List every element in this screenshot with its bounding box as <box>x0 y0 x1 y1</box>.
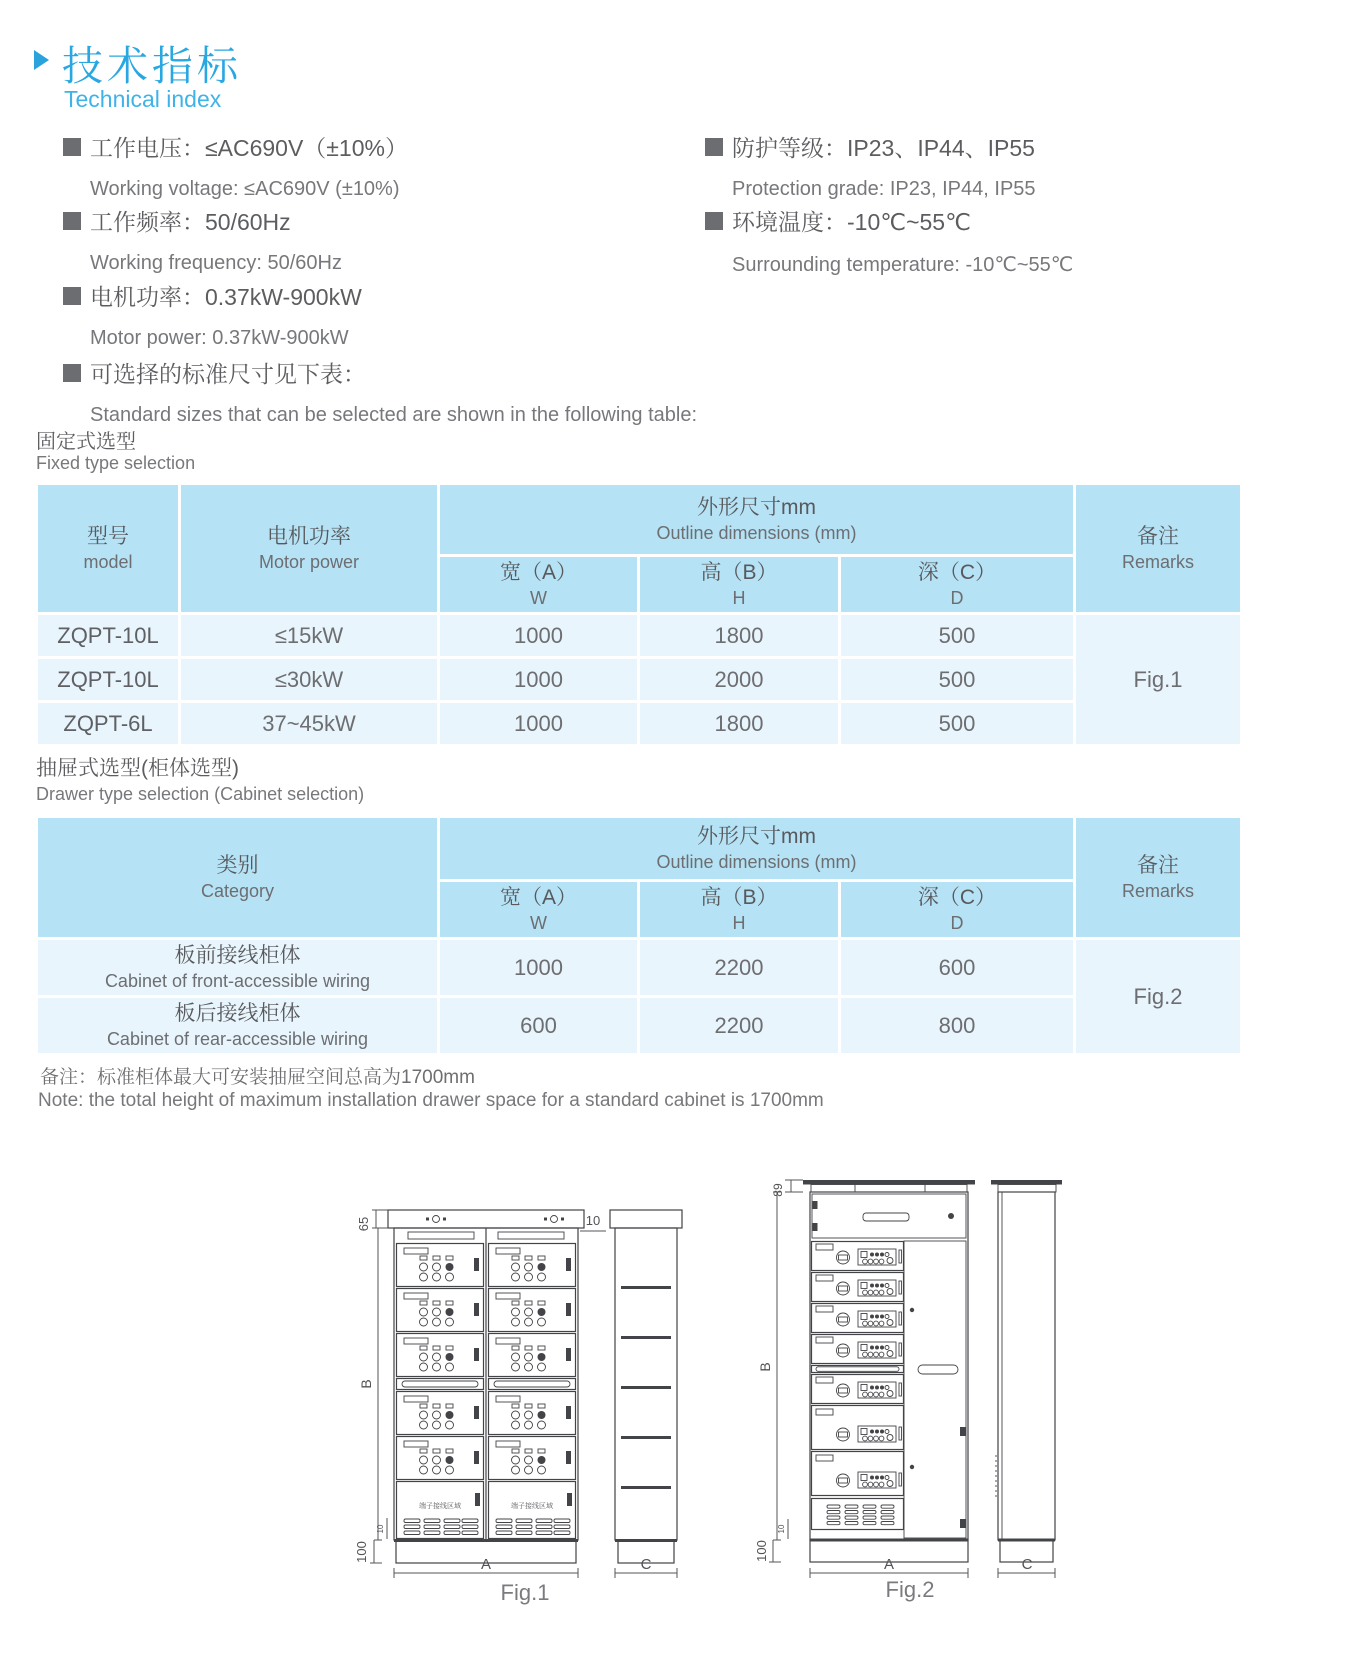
table1-title-en: Fixed type selection <box>36 453 196 473</box>
fig1-dimensions <box>354 1210 677 1578</box>
height-cell: 1800 <box>639 702 840 746</box>
square-bullet-icon <box>63 287 81 305</box>
col-header-outline-dims: 外形尺寸mm Outline dimensions (mm) <box>439 484 1075 556</box>
table-row <box>37 614 1242 658</box>
figure-2-drawing <box>715 1095 1065 1610</box>
fig1-caption: Fig.1 <box>500 1580 550 1605</box>
square-bullet-icon <box>705 212 723 230</box>
power-cell: 37~45kW <box>180 702 439 746</box>
fig1-dim-top-label: 10 <box>585 1213 601 1228</box>
fig2-front-view <box>803 1180 975 1562</box>
fig1-dim-width-label: A <box>480 1556 492 1573</box>
spec-protection-cn: 防护等级：IP23、IP44、IP55 <box>732 135 1035 161</box>
remarks-cell: Fig.1 <box>1075 614 1242 746</box>
fig1-dim-base-label: 100 <box>354 1541 369 1563</box>
width-cell: 1000 <box>439 939 639 997</box>
depth-cell: 800 <box>840 997 1075 1055</box>
model-cell: ZQPT-10L <box>37 614 180 658</box>
table-row <box>37 658 1242 702</box>
col-header-category: 类别 Category <box>37 817 439 939</box>
depth-cell: 500 <box>840 702 1075 746</box>
spec-temperature-cn: 环境温度：-10℃~55℃ <box>732 209 971 235</box>
depth-cell: 500 <box>840 614 1075 658</box>
spec-power-cn: 电机功率：0.37kW-900kW <box>90 284 362 310</box>
spec-voltage-cn: 工作电压：≤AC690V（±10%） <box>90 135 408 161</box>
fig1-side-view <box>610 1210 682 1563</box>
square-bullet-icon <box>63 364 81 382</box>
width-cell: 600 <box>439 997 639 1055</box>
col-header-motor-power: 电机功率 Motor power <box>180 484 439 614</box>
fig2-dim-width-label: A <box>883 1556 895 1573</box>
table-row <box>37 997 1242 1055</box>
table2-title-cn: 抽屉式选型(柜体选型) <box>36 757 239 780</box>
fig2-dimensions <box>754 1180 1055 1578</box>
col-header-depth: 深（C） D <box>840 556 1075 614</box>
model-cell: ZQPT-10L <box>37 658 180 702</box>
col-header-remarks: 备注 Remarks <box>1075 484 1242 614</box>
fig1-dim-height-label: B <box>358 1379 374 1389</box>
fig1-dim-gap-label: 10 <box>376 1524 385 1534</box>
spec-sizes-en: Standard sizes that can be selected are shown in the following table: <box>90 404 698 426</box>
section-arrow-icon <box>34 50 49 70</box>
fig1-panel-text: 端子接线区域 <box>419 1503 461 1510</box>
category-cell: 板前接线柜体 Cabinet of front-accessible wiring <box>37 939 439 997</box>
table-row <box>37 939 1242 997</box>
square-bullet-icon <box>63 138 81 156</box>
fig2-side-view <box>991 1180 1062 1562</box>
fig1-dim-depth-label: C <box>640 1556 652 1573</box>
spec-protection-en: Protection grade: IP23, IP44, IP55 <box>732 178 1036 200</box>
spec-frequency-en: Working frequency: 50/60Hz <box>90 252 342 274</box>
square-bullet-icon <box>63 212 81 230</box>
col-header-outline-dims: 外形尺寸mm Outline dimensions (mm) <box>439 817 1075 881</box>
note-cn: 备注：标准柜体最大可安装抽屉空间总高为1700mm <box>40 1067 475 1088</box>
page-subtitle: Technical index <box>64 86 222 112</box>
spec-sizes <box>63 356 697 427</box>
col-header-width: 宽（A） W <box>439 881 639 939</box>
note-en: Note: the total height of maximum installation drawer space for a standard cabinet is 1700mm <box>38 1090 824 1111</box>
spec-frequency-cn: 工作频率：50/60Hz <box>90 209 291 235</box>
fig1-panel-text: 端子接线区域 <box>511 1503 553 1510</box>
fig2-dim-depth-label: C <box>1021 1556 1033 1573</box>
fig1-front-view <box>388 1210 584 1563</box>
spec-protection <box>705 130 1036 201</box>
col-header-depth: 深（C） D <box>840 881 1075 939</box>
category-cell: 板后接线柜体 Cabinet of rear-accessible wiring <box>37 997 439 1055</box>
width-cell: 1000 <box>439 614 639 658</box>
spec-power <box>63 279 362 350</box>
square-bullet-icon <box>705 138 723 156</box>
col-header-model: 型号 model <box>37 484 180 614</box>
col-header-width: 宽（A） W <box>439 556 639 614</box>
depth-cell: 600 <box>840 939 1075 997</box>
height-cell: 1800 <box>639 614 840 658</box>
power-cell: ≤30kW <box>180 658 439 702</box>
fixed-type-table <box>35 482 1240 747</box>
spec-temperature-en: Surrounding temperature: -10℃~55℃ <box>732 254 1074 276</box>
model-cell: ZQPT-6L <box>37 702 180 746</box>
col-header-height: 高（B） H <box>639 556 840 614</box>
fig1-dim-cap-label: 65 <box>356 1216 371 1232</box>
col-header-remarks: 备注 Remarks <box>1075 817 1242 939</box>
power-cell: ≤15kW <box>180 614 439 658</box>
spec-power-en: Motor power: 0.37kW-900kW <box>90 327 349 349</box>
width-cell: 1000 <box>439 658 639 702</box>
table1-title-cn: 固定式选型 <box>36 431 136 453</box>
table2-title-en: Drawer type selection (Cabinet selection) <box>36 784 365 804</box>
fig2-dim-gap-label: 10 <box>777 1524 786 1534</box>
spec-temperature <box>705 204 1073 277</box>
fig2-caption: Fig.2 <box>885 1577 935 1602</box>
fig2-dim-base-label: 100 <box>754 1540 769 1562</box>
figure-1-drawing <box>330 1140 700 1610</box>
table-row <box>37 702 1242 746</box>
height-cell: 2200 <box>639 997 840 1055</box>
fig2-dim-cap-label: 89 <box>771 1183 785 1197</box>
page-title: 技术指标 <box>62 43 242 89</box>
spec-frequency <box>63 204 342 275</box>
width-cell: 1000 <box>439 702 639 746</box>
height-cell: 2200 <box>639 939 840 997</box>
drawer-type-table <box>35 815 1240 1056</box>
spec-voltage <box>63 130 408 201</box>
spec-sizes-cn: 可选择的标准尺寸见下表： <box>90 361 366 387</box>
spec-voltage-en: Working voltage: ≤AC690V (±10%) <box>90 178 400 200</box>
remarks-cell: Fig.2 <box>1075 939 1242 1055</box>
fig2-dim-height-label: B <box>757 1362 773 1372</box>
height-cell: 2000 <box>639 658 840 702</box>
col-header-height: 高（B） H <box>639 881 840 939</box>
depth-cell: 500 <box>840 658 1075 702</box>
